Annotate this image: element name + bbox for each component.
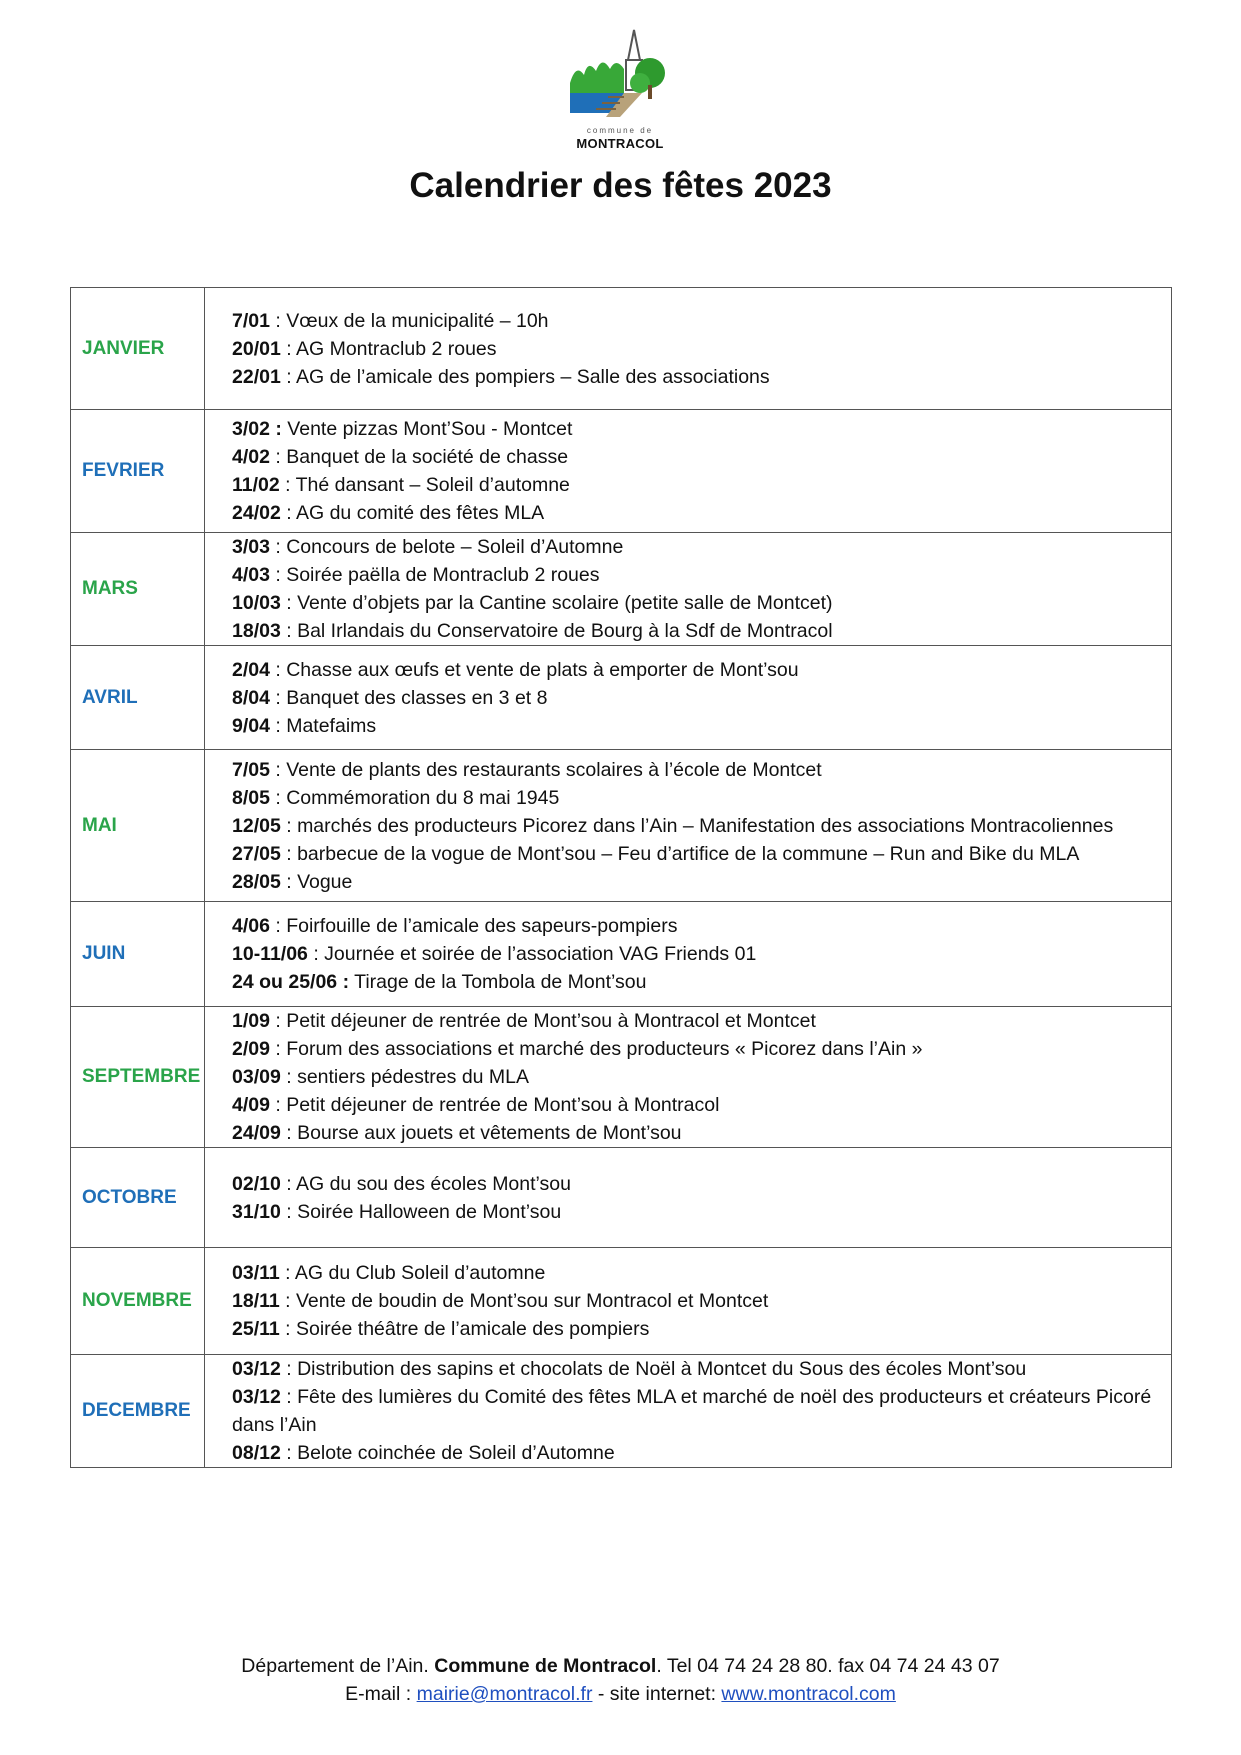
event-description: : AG Montraclub 2 roues [280,337,497,360]
event-description: : Journée et soirée de l’association VAG Friends 01 [307,943,757,965]
event-item [232,940,1161,968]
event-description: : Vente de plants des restaurants scolaires à l’école de Montcet [269,758,822,781]
event-item [232,1091,1161,1119]
event-date: 4/06 [232,915,270,937]
month-events [205,1007,1172,1148]
month-row [71,902,1172,1007]
month-events [205,533,1172,646]
month-events [205,410,1172,533]
month-row [71,288,1172,410]
event-description: : Foirfouille de l’amicale des sapeurs-pompiers [269,915,678,937]
month-events [205,1148,1172,1248]
month-row [71,1007,1172,1148]
event-date: 12/05 [232,814,281,837]
event-date: 11/02 [232,474,280,496]
event-item [232,1259,1161,1287]
event-description: : AG du sou des écoles Mont’sou [280,1172,571,1195]
month-name: OCTOBRE [71,1148,205,1248]
month-events [205,288,1172,410]
event-description: : Vogue [280,870,353,893]
month-events [205,750,1172,902]
event-date: 22/01 [232,365,281,388]
event-description: : Banquet des classes en 3 et 8 [269,686,548,709]
event-date: 10/03 [232,592,281,614]
event-description: : Soirée théâtre de l’amicale des pompiers [279,1318,650,1340]
event-item [232,617,1161,645]
event-item [232,1170,1161,1198]
event-date: 08/12 [232,1442,281,1464]
event-description: : AG du Club Soleil d’automne [279,1262,546,1284]
event-description: : Forum des associations et marché des producteurs « Picorez dans l’Ain » [269,1038,923,1060]
event-description: : Soirée Halloween de Mont’sou [280,1200,562,1223]
month-name: SEPTEMBRE [71,1007,205,1148]
event-description: Tirage de la Tombola de Mont’sou [349,971,647,993]
village-logo-icon [568,25,672,125]
event-item [232,415,1161,443]
event-date: 03/09 [232,1066,281,1088]
event-date: 7/05 [232,758,270,781]
event-item [232,1355,1161,1383]
event-date: 10-11/06 [232,943,308,965]
event-date: 9/04 [232,714,270,737]
event-description: : barbecue de la vogue de Mont’sou – Feu d’artifice de la commune – Run and Bike du MLA [280,842,1080,865]
event-item [232,589,1161,617]
event-item [232,1007,1161,1035]
event-item [232,363,1161,391]
calendar-table [70,287,1172,1468]
event-description: : Petit déjeuner de rentrée de Mont’sou à Montracol [269,1094,720,1116]
event-description: : Chasse aux œufs et vente de plats à emporter de Mont’sou [269,658,799,681]
month-row [71,1355,1172,1468]
event-date: 4/09 [232,1094,270,1116]
event-description: : AG de l’amicale des pompiers – Salle des associations [280,365,770,388]
event-item [232,471,1161,499]
month-name: JUIN [71,902,205,1007]
month-name: MARS [71,533,205,646]
event-date: 8/04 [232,686,270,709]
event-date: 31/10 [232,1200,281,1223]
event-description: : Banquet de la société de chasse [269,446,569,468]
footer-phone: . Tel 04 74 24 28 80. fax 04 74 24 43 07 [656,1655,1000,1677]
event-date: 27/05 [232,842,281,865]
event-date: 24 ou 25/06 : [232,971,350,993]
event-item [232,1287,1161,1315]
event-item [232,712,1161,740]
event-item [232,1035,1161,1063]
footer-site-label: - site internet: [592,1683,722,1705]
month-events [205,1248,1172,1355]
website-link[interactable]: www.montracol.com [721,1683,896,1705]
month-name: FEVRIER [71,410,205,533]
event-item [232,756,1161,784]
event-description: : AG du comité des fêtes MLA [280,502,545,524]
event-item [232,1439,1161,1467]
month-name: DECEMBRE [71,1355,205,1468]
event-description: : Commémoration du 8 mai 1945 [269,786,560,809]
event-item [232,335,1161,363]
footer-department: Département de l’Ain. [241,1655,435,1677]
event-item [232,307,1161,335]
month-row [71,410,1172,533]
event-item [232,1383,1161,1439]
event-item [232,656,1161,684]
event-description: : Belote coinchée de Soleil d’Automne [280,1442,615,1464]
event-date: 28/05 [232,870,281,893]
footer-web-line [0,1680,1241,1708]
event-description: : marchés des producteurs Picorez dans l’Ain – Manifestation des associations Montracoliennes [280,814,1114,837]
month-row [71,1248,1172,1355]
event-date: 24/09 [232,1122,281,1144]
event-item [232,1063,1161,1091]
event-item [232,968,1161,996]
event-description: : Distribution des sapins et chocolats de Noël à Montcet du Sous des écoles Mont’sou [280,1358,1027,1380]
event-description: : Vente de boudin de Mont’sou sur Montracol et Montcet [279,1290,769,1312]
event-date: 20/01 [232,337,281,360]
event-date: 24/02 [232,502,281,524]
event-date: 1/09 [232,1010,270,1032]
footer-contact-line [0,1652,1241,1680]
event-item [232,533,1161,561]
event-date: 18/03 [232,620,281,642]
event-item [232,912,1161,940]
event-date: 4/02 [232,446,270,468]
event-item [232,561,1161,589]
event-item [232,1198,1161,1226]
month-events [205,1355,1172,1468]
event-description: : Soirée paëlla de Montraclub 2 roues [269,564,600,586]
event-item [232,443,1161,471]
event-date: 8/05 [232,786,270,809]
event-item [232,868,1161,896]
footer-commune: Commune de Montracol [434,1655,657,1677]
page-title: Calendrier des fêtes 2023 [409,166,832,205]
event-item [232,784,1161,812]
event-date: 02/10 [232,1172,281,1195]
month-name: JANVIER [71,288,205,410]
event-date: 3/03 [232,536,270,558]
event-item [232,1119,1161,1147]
month-name: NOVEMBRE [71,1248,205,1355]
event-date: 25/11 [232,1318,280,1340]
event-description: : Thé dansant – Soleil d’automne [279,474,570,496]
event-date: 2/09 [232,1038,270,1060]
logo-subtitle: commune de [586,126,654,135]
logo-name: MONTRACOL [576,136,664,151]
event-date: 2/04 [232,658,270,681]
event-item [232,1315,1161,1343]
event-item [232,840,1161,868]
event-description: : Bourse aux jouets et vêtements de Mont’sou [280,1122,682,1144]
event-description: : Bal Irlandais du Conservatoire de Bourg à la Sdf de Montracol [280,620,833,642]
event-description: : Matefaims [269,714,377,737]
month-row [71,750,1172,902]
event-description: : Fête des lumières du Comité des fêtes MLA et marché de noël des producteurs et créateurs Picoré dans l’Ain [232,1386,1152,1436]
month-row [71,646,1172,750]
footer-email-label: E-mail : [345,1683,417,1705]
event-description: : Vente d’objets par la Cantine scolaire (petite salle de Montcet) [280,592,833,614]
event-description: : sentiers pédestres du MLA [280,1066,530,1088]
month-row [71,1148,1172,1248]
event-description: : Vœux de la municipalité – 10h [269,309,549,332]
month-events [205,902,1172,1007]
event-description: : Petit déjeuner de rentrée de Mont’sou à Montracol et Montcet [269,1010,816,1032]
event-date: 7/01 [232,309,270,332]
event-date: 03/11 [232,1262,280,1284]
event-date: 3/02 : [232,418,282,440]
month-row [71,533,1172,646]
event-date: 03/12 [232,1386,281,1408]
event-item [232,499,1161,527]
month-name: AVRIL [71,646,205,750]
event-description: : Concours de belote – Soleil d’Automne [269,536,624,558]
event-date: 4/03 [232,564,270,586]
event-item [232,812,1161,840]
month-name: MAI [71,750,205,902]
event-date: 03/12 [232,1358,281,1380]
month-events [205,646,1172,750]
email-link[interactable]: mairie@montracol.fr [416,1683,593,1705]
event-date: 18/11 [232,1290,280,1312]
commune-logo [568,25,672,149]
event-description: Vente pizzas Mont’Sou - Montcet [281,418,573,440]
footer [0,1652,1241,1708]
event-item [232,684,1161,712]
